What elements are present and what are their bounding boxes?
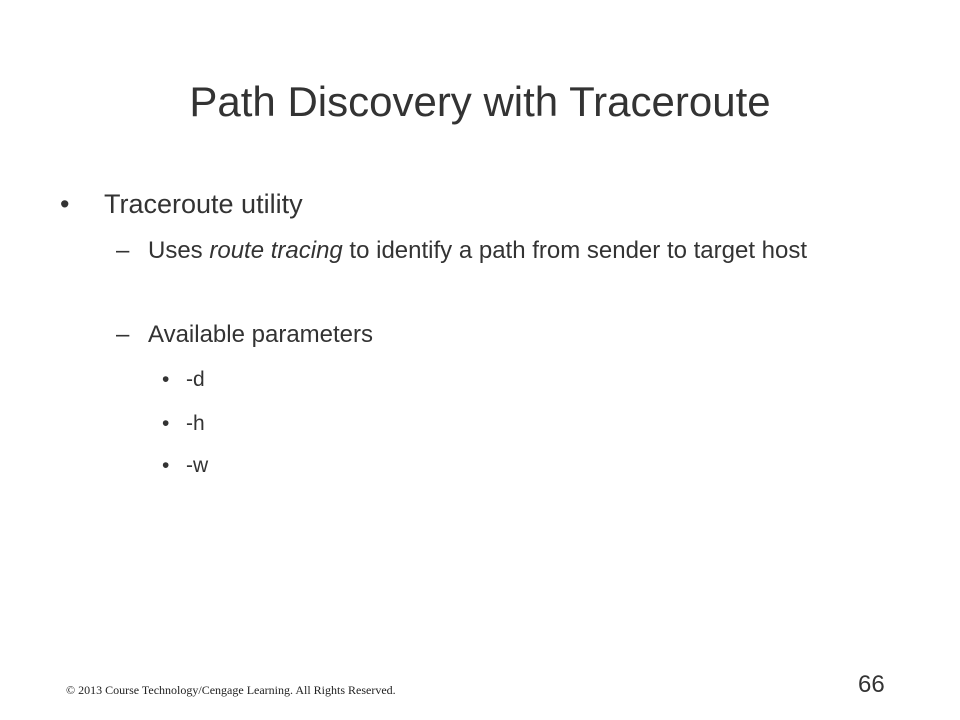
sub-bullet-text [148,234,868,268]
copyright-notice: © 2013 Course Technology/Cengage Learning. All Rights Reserved. [66,683,396,697]
bullet-marker: • [162,454,170,477]
parameter-text: -w [186,454,209,477]
sub-bullet-text [148,318,868,352]
bullet-marker: • [60,189,70,219]
text-plain: Available parameters [148,321,374,348]
text-emphasis: route tracing [209,237,343,264]
bullet-marker: • [162,368,170,391]
dash-marker: – [116,237,130,264]
text-plain: to identify a path from sender to target host [342,237,808,264]
slide-title: Path Discovery with Traceroute [189,78,771,125]
parameter-text: -d [186,368,205,391]
page-number: 66 [858,671,885,698]
parameter-text: -h [186,412,205,435]
bullet-marker: • [162,412,170,435]
bullet-text: Traceroute utility [104,189,303,219]
dash-marker: – [116,321,130,348]
text-plain: Uses [148,237,210,264]
